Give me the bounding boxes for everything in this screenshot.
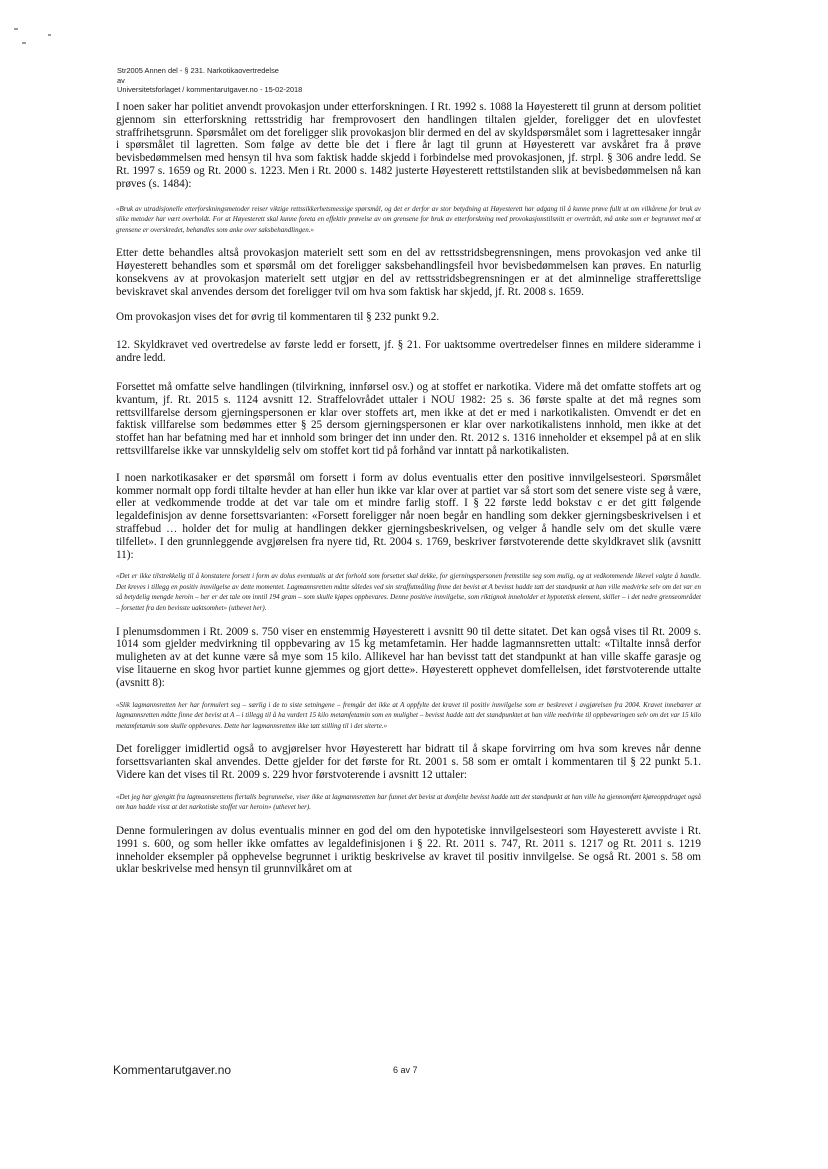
scan-mark <box>22 42 26 44</box>
quote: «Slik lagmannsretten her har formulert seg – særlig i de to siste setningene – fremgår det ikke at A oppfylte det kravet til positiv innvilgelse som er beskrevet i avgjørelsen fra 2004. Kravet innebærer at lagmannsretten måtte finne det bevist at A – i tillegg til å ha vurdert 15 kilo metamfetamin som en mulighet – bevisst hadde tatt det standpunktet at han ville medvirke til oppbevaringen selv om det var 15 kilo metamfetamin som skulle oppbevares. Dette har lagmannsretten ikke tatt stilling til i det siterte.» <box>116 700 701 730</box>
paragraph: Om provokasjon vises det for øvrig til kommentaren til § 232 punkt 9.2. <box>116 310 440 323</box>
document-header <box>117 66 417 95</box>
header-line-3: Universitetsforlaget / kommentarutgaver.no - 15-02-2018 <box>117 85 303 95</box>
paragraph: I noen saker har politiet anvendt provokasjon under etterforskningen. I Rt. 1992 s. 1088 la Høyesterett til grunn at dersom politiet gjennom sin etterforskning rettsstridig har fremprovosert den handlingen tiltalen gjelder, foreligger det en ulovfestet straffrihetsgrunn. Spørsmålet om det foreligger slik provokasjon blir dermed en del av skyldspørsmålet som i lagrettesaker inngår i spørsmålet til lagretten. Som følge av dette ble det i flere år lagt til grunn at Høyesterett var avskåret fra å prøve bevisbedømmelsen med hensyn til hva som faktisk hadde skjedd i forbindelse med provokasjonen, jf. strpl. § 306 andre ledd. Se Rt. 1997 s. 1659 og Rt. 2000 s. 1223. Men i Rt. 2000 s. 1482 justerte Høyesterett rettstilstanden slik at bevisbedømmelsen nå kan prøves (s. 1484): <box>116 101 701 190</box>
header-line-2: av <box>117 75 125 85</box>
scan-mark <box>48 34 51 36</box>
paragraph: Forsettet må omfatte selve handlingen (tilvirkning, innførsel osv.) og at stoffet er narkotika. Videre må det omfatte stoffets art og kvantum, jf. Rt. 2015 s. 1124 avsnitt 12. Straffelovrådet uttaler i NOU 1982: 25 s. 36 første spalte at det må regnes som rettsvillfarelse dersom gjerningspersonen er klar over stoffets art, men ikke at det er med i narkotikalisten. Omvendt er det en faktisk villfarelse som bedømmes etter § 25 dersom gjerningspersonen er klar over narkotikalistens innhold, men ikke at det stoffet han har befatning med har et innhold som bringer det inn under den. Rt. 2012 s. 1316 inneholder et eksempel på at en slik rettsvillfarelse ikke var unnskyldelig selv om stoffet kort tid på forhånd var inntatt på narkotikalisten. <box>116 380 701 457</box>
quote: «Det jeg har gjengitt fra lagmannsrettens flertalls begrunnelse, viser ikke at lagmannsretten har funnet det bevist at domfelte bevisst hadde tatt det standpunkt at han ville ha gjennomført kjøreoppdraget også om han hadde visst at det narkotiske stoffet var heroin» (uthevet her). <box>116 792 701 812</box>
document-body <box>116 101 701 876</box>
paragraph: Etter dette behandles altså provokasjon materielt sett som en del av rettsstridsbegrensningen, mens provokasjon ved anke til Høyesterett behandles som et spørsmål om det foreligger saksbehandlingsfeil hvor bevisbedømmelsen kan prøves. En naturlig konsekvens av at provokasjon materielt sett utgjør en del av rettsstridsbegrensningen er at det alminnelige strafferettslige beviskravet skal anvendes dersom det foreligger tvil om hva som faktisk har skjedd, jf. Rt. 2008 s. 1659. <box>116 247 701 298</box>
paragraph: I noen narkotikasaker er det spørsmål om forsett i form av dolus eventualis etter den positive innvilgelsesteori. Spørsmålet kommer normalt opp fordi tiltalte hevder at han eller hun ikke var klar over at partiet var så stort som det senere viste seg å være, eller at vedkommende trodde at det var tale om et mindre farlig stoff. I § 22 første ledd bokstav c er det gitt følgende legaldefinisjon av denne forsettsvarianten: «Forsett foreligger når noen begår en handling som dekker gjerningsbeskrivelsen i et straffebud … holder det for mulig at handlingen dekker gjerningsbeskrivelsen, og velger å handle selv om det skulle være tilfellet». I den grunnleggende avgjørelsen fra nyere tid, Rt. 2004 s. 1769, beskriver førstvoterende dette skyldkravet slik (avsnitt 11): <box>116 471 701 561</box>
footer-site: Kommentarutgaver.no <box>113 1063 232 1077</box>
scan-mark <box>14 28 18 30</box>
header-line-1: Str2005 Annen del - § 231. Narkotikaovertredelse <box>117 66 279 75</box>
paragraph: I plenumsdommen i Rt. 2009 s. 750 viser en enstemmig Høyesterett i avsnitt 90 til dette sitatet. Det kan også vises til Rt. 2009 s. 1014 som gjelder medvirkning til oppbevaring av 15 kg metamfetamin. Her hadde lagmannsretten uttalt: «Tiltalte innså derfor muligheten av at det kunne være så mye som 15 kilo. Allikevel har han bevisst tatt det standpunkt at han ville skaffe garasje og vise litauerne en skog hvor partiet kunne gjemmes og gjort dette». Høyesterett opphevet domfellelsen, idet førstvoterende uttalte (avsnitt 8): <box>116 625 701 689</box>
paragraph: Det foreligger imidlertid også to avgjørelser hvor Høyesterett har bidratt til å skape forvirring om hva som kreves når denne forsettsvarianten skal anvendes. Dette gjelder for det første for Rt. 2001 s. 58 som er omtalt i kommentaren til § 22 punkt 5.1. Videre kan det vises til Rt. 2009 s. 229 hvor førstvoterende i avsnitt 12 uttaler: <box>116 743 701 782</box>
quote: «Bruk av utradisjonelle etterforskningsmetoder reiser viktige rettssikkerhetsmessige spørsmål, og det er derfor av stor betydning at Høyesterett har adgang til å kunne prøve fullt ut om vilkårene for bruk av slike metoder har vært overholdt. For at Høyesterett skal kunne foreta en effektiv prøvelse av om grensene for bruk av etterforskning med provokasjonstilsnitt er overtrådt, må anke som er begrunnet med at grensene er overskredet, behandles som anke over saksbehandlingen.» <box>116 204 701 234</box>
quote: «Det er ikke tilstrekkelig til å konstatere forsett i form av dolus eventualis at det forhold som forsettet skal dekke, for gjerningspersonen fremstilte seg som mulig, og at vedkommende likevel valgte å handle. Det kreves i tillegg en positiv innvilgelse av dette momentet. Lagmannsretten måtte således ved sin straffutmåling finne det bevist at A bevisst hadde tatt det standpunkt at han ville medvirke selv om det var en så betydelig mengde heroin – her er det tale om inntil 194 gram – som skulle kjøpes oppbevares. Denne positive innvilgelse, som riktignok inneholder et hypotetisk element, skiller – i det nedre grenseområdet – forsettet fra den bevisste uaktsomhet» (uthevet her). <box>116 572 701 613</box>
page-number: 6 av 7 <box>393 1065 418 1075</box>
paragraph: 12. Skyldkravet ved overtredelse av første ledd er forsett, jf. § 21. For uaktsomme overtredelser finnes en mildere sideramme i andre ledd. <box>116 339 701 365</box>
paragraph: Denne formuleringen av dolus eventualis minner en god del om den hypotetiske innvilgelsesteori som Høyesterett avviste i Rt. 1991 s. 600, og som heller ikke omfattes av legaldefinisjonen i § 22. Rt. 2011 s. 747, Rt. 2011 s. 1217 og Rt. 2011 s. 1219 inneholder eksempler på opphevelse begrunnet i uriktig beskrivelse av kravet til positiv innvilgelse. Se også Rt. 2001 s. 58 om uklar beskrivelse med hensyn til grunnvilkåret om at <box>116 825 701 876</box>
